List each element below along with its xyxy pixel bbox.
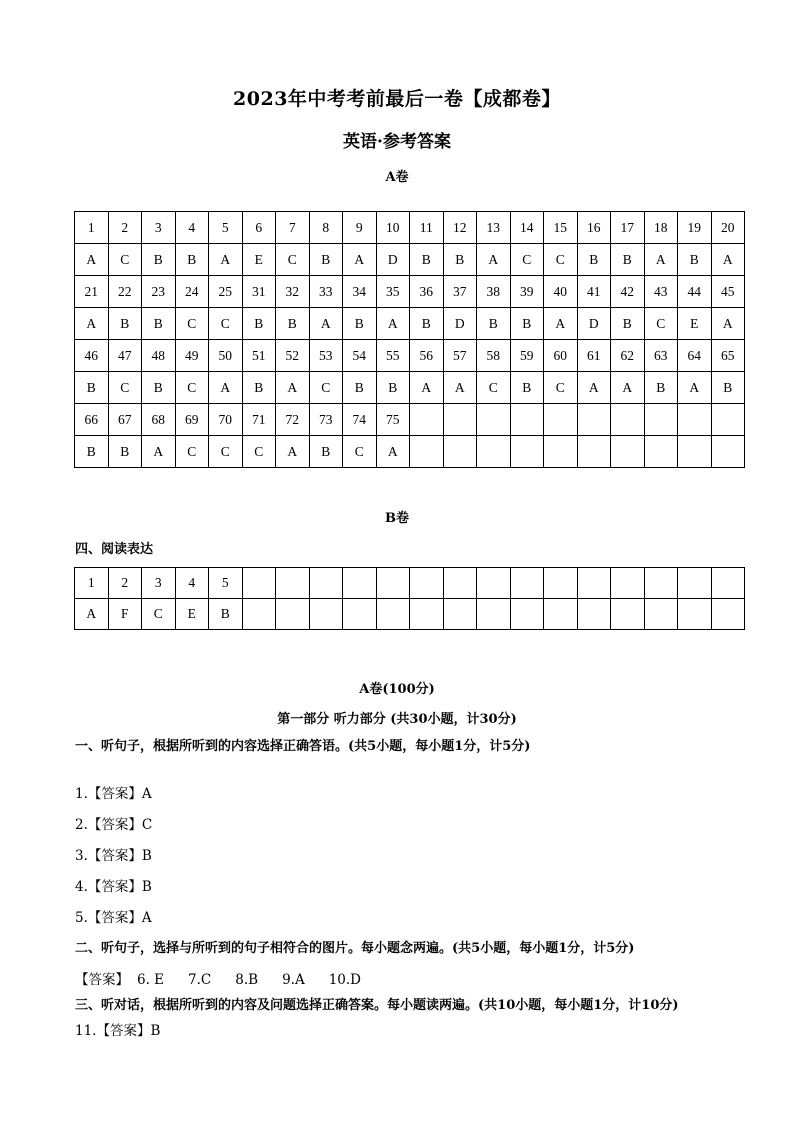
table-cell: 49: [175, 340, 209, 372]
table-cell: [477, 568, 511, 599]
detail-a-title: A卷(100分): [359, 682, 435, 697]
table-cell: C: [108, 372, 142, 404]
table-cell: 35: [376, 276, 410, 308]
table-cell: 75: [376, 404, 410, 436]
table-cell: C: [242, 436, 276, 468]
table-cell: 6: [242, 212, 276, 244]
table-cell: B: [376, 372, 410, 404]
table-cell: 44: [678, 276, 712, 308]
question1-heading: 一、听句子，根据所听到的内容选择正确答语。(共5小题，每小题1分，计5分): [75, 739, 531, 754]
table-cell: 4: [175, 212, 209, 244]
table-cell: E: [678, 308, 712, 340]
table-cell: B: [443, 244, 477, 276]
answer-tag: 【答案】: [75, 972, 129, 988]
section-b-heading: 四、阅读表达: [75, 542, 154, 557]
table-cell: A: [544, 308, 578, 340]
table-cell: E: [175, 599, 209, 630]
table-cell: C: [510, 244, 544, 276]
q2-answer-7: 7.C: [188, 972, 212, 988]
table-cell: B: [410, 308, 444, 340]
table-cell: A: [376, 436, 410, 468]
table-cell: [544, 404, 578, 436]
table-row: [75, 212, 745, 244]
table-cell: 1: [75, 212, 109, 244]
answer-table-a: [74, 211, 745, 468]
table-cell: [644, 404, 678, 436]
table-cell: [443, 568, 477, 599]
table-cell: [376, 568, 410, 599]
table-cell: B: [309, 244, 343, 276]
table-cell: A: [577, 372, 611, 404]
table-cell: [711, 436, 745, 468]
table-cell: 22: [108, 276, 142, 308]
table-cell: 9: [343, 212, 377, 244]
table-cell: C: [175, 372, 209, 404]
table-cell: C: [544, 244, 578, 276]
table-cell: A: [644, 244, 678, 276]
answer-table-b: [74, 567, 745, 630]
answer-line-11: [75, 1019, 160, 1039]
table-cell: A: [75, 308, 109, 340]
table-cell: [510, 436, 544, 468]
table-cell: B: [343, 308, 377, 340]
table-cell: 68: [142, 404, 176, 436]
table-cell: 16: [577, 212, 611, 244]
table-cell: 48: [142, 340, 176, 372]
table-cell: 69: [175, 404, 209, 436]
table-cell: [376, 599, 410, 630]
table-cell: [410, 568, 444, 599]
q2-answer-8: 8.B: [235, 972, 259, 988]
table-cell: 54: [343, 340, 377, 372]
table-cell: 12: [443, 212, 477, 244]
table-cell: [510, 404, 544, 436]
table-cell: 33: [309, 276, 343, 308]
table-cell: B: [175, 244, 209, 276]
q2-answer-6: 6. E: [137, 972, 165, 988]
table-cell: [477, 404, 511, 436]
table-cell: B: [142, 244, 176, 276]
table-cell: C: [309, 372, 343, 404]
table-cell: A: [276, 436, 310, 468]
table-cell: 7: [276, 212, 310, 244]
table-cell: 3: [142, 568, 176, 599]
answer-tag: 【答案】: [87, 910, 142, 926]
table-cell: C: [544, 372, 578, 404]
table-cell: B: [711, 372, 745, 404]
table-cell: [644, 599, 678, 630]
table-cell: 58: [477, 340, 511, 372]
table-cell: 57: [443, 340, 477, 372]
table-cell: [309, 568, 343, 599]
answer-value: B: [141, 848, 152, 864]
table-row: [75, 404, 745, 436]
table-cell: 72: [276, 404, 310, 436]
table-cell: [611, 568, 645, 599]
table-row: [75, 276, 745, 308]
table-cell: C: [175, 436, 209, 468]
table-cell: [678, 599, 712, 630]
table-cell: 40: [544, 276, 578, 308]
answer-line: [75, 844, 152, 864]
table-cell: B: [343, 372, 377, 404]
table-cell: [644, 568, 678, 599]
part1-title: 第一部分 听力部分 (共30小题，计30分): [277, 712, 517, 727]
table-cell: [544, 599, 578, 630]
table-cell: B: [644, 372, 678, 404]
table-cell: 55: [376, 340, 410, 372]
table-cell: B: [276, 308, 310, 340]
section-b-label: B卷: [385, 511, 409, 526]
question3-heading: 三、听对话，根据所听到的内容及问题选择正确答案。每小题读两遍。(共10小题，每小题1分，计10分): [75, 998, 679, 1013]
table-cell: A: [410, 372, 444, 404]
table-cell: 15: [544, 212, 578, 244]
table-cell: 71: [242, 404, 276, 436]
table-cell: [577, 599, 611, 630]
table-cell: 23: [142, 276, 176, 308]
table-cell: A: [276, 372, 310, 404]
table-cell: [611, 599, 645, 630]
table-cell: A: [75, 244, 109, 276]
table-cell: 32: [276, 276, 310, 308]
table-cell: [510, 599, 544, 630]
table-row: [75, 436, 745, 468]
answer-number: 5.: [75, 910, 88, 926]
table-cell: [443, 404, 477, 436]
table-cell: 10: [376, 212, 410, 244]
answer-line: [75, 906, 152, 926]
table-cell: 42: [611, 276, 645, 308]
table-cell: 47: [108, 340, 142, 372]
table-cell: 38: [477, 276, 511, 308]
table-cell: 39: [510, 276, 544, 308]
answer-number: 1.: [75, 786, 88, 802]
table-cell: 74: [343, 404, 377, 436]
answer-number: 4.: [75, 879, 88, 895]
table-cell: 37: [443, 276, 477, 308]
table-cell: C: [343, 436, 377, 468]
table-cell: B: [510, 372, 544, 404]
answer-value: B: [150, 1023, 161, 1039]
page-subtitle: 英语·参考答案: [343, 132, 451, 152]
table-cell: [611, 404, 645, 436]
table-cell: 52: [276, 340, 310, 372]
table-cell: [611, 436, 645, 468]
table-cell: 43: [644, 276, 678, 308]
answer-value: A: [141, 910, 152, 926]
table-cell: [343, 568, 377, 599]
table-cell: 31: [242, 276, 276, 308]
table-cell: 25: [209, 276, 243, 308]
table-cell: [711, 404, 745, 436]
table-cell: B: [209, 599, 243, 630]
table-cell: [577, 436, 611, 468]
answer-tag: 【答案】: [87, 817, 142, 833]
table-cell: B: [142, 372, 176, 404]
table-cell: C: [644, 308, 678, 340]
table-cell: A: [209, 244, 243, 276]
table-cell: B: [477, 308, 511, 340]
table-cell: B: [108, 308, 142, 340]
table-cell: 67: [108, 404, 142, 436]
table-cell: 4: [175, 568, 209, 599]
table-cell: [443, 599, 477, 630]
table-cell: A: [376, 308, 410, 340]
table-cell: 61: [577, 340, 611, 372]
table-cell: 14: [510, 212, 544, 244]
table-cell: C: [175, 308, 209, 340]
table-cell: [276, 568, 310, 599]
table-row: [75, 599, 745, 630]
table-cell: D: [443, 308, 477, 340]
table-cell: 8: [309, 212, 343, 244]
table-row: [75, 340, 745, 372]
table-cell: C: [209, 436, 243, 468]
answer-tag: 【答案】: [87, 879, 142, 895]
table-cell: [410, 404, 444, 436]
table-cell: A: [477, 244, 511, 276]
table-cell: [711, 568, 745, 599]
table-cell: B: [108, 436, 142, 468]
answer-number: 11.: [75, 1023, 97, 1039]
table-cell: [343, 599, 377, 630]
table-cell: [678, 404, 712, 436]
table-cell: A: [678, 372, 712, 404]
table-cell: 11: [410, 212, 444, 244]
table-cell: [242, 599, 276, 630]
table-cell: 2: [108, 568, 142, 599]
table-cell: [443, 436, 477, 468]
table-cell: 34: [343, 276, 377, 308]
answer-line: [75, 813, 152, 833]
table-cell: [678, 436, 712, 468]
table-cell: D: [577, 308, 611, 340]
table-cell: B: [410, 244, 444, 276]
table-cell: 62: [611, 340, 645, 372]
table-row: [75, 244, 745, 276]
table-cell: D: [376, 244, 410, 276]
table-cell: 3: [142, 212, 176, 244]
table-cell: [242, 568, 276, 599]
table-cell: 63: [644, 340, 678, 372]
table-cell: 56: [410, 340, 444, 372]
table-cell: 18: [644, 212, 678, 244]
table-cell: A: [75, 599, 109, 630]
table-cell: B: [75, 436, 109, 468]
answer-value: A: [141, 786, 152, 802]
table-cell: E: [242, 244, 276, 276]
table-cell: 20: [711, 212, 745, 244]
table-cell: [477, 599, 511, 630]
table-cell: C: [276, 244, 310, 276]
table-row: [75, 568, 745, 599]
q2-answer-10: 10.D: [328, 972, 361, 988]
table-cell: B: [142, 308, 176, 340]
table-cell: 65: [711, 340, 745, 372]
table-cell: [309, 599, 343, 630]
table-cell: 45: [711, 276, 745, 308]
table-cell: 24: [175, 276, 209, 308]
table-cell: 66: [75, 404, 109, 436]
table-cell: 73: [309, 404, 343, 436]
table-cell: [577, 404, 611, 436]
table-cell: B: [577, 244, 611, 276]
table-cell: [711, 599, 745, 630]
table-cell: 59: [510, 340, 544, 372]
answer-tag: 【答案】: [96, 1023, 151, 1039]
table-cell: 17: [611, 212, 645, 244]
table-cell: C: [108, 244, 142, 276]
table-cell: B: [242, 372, 276, 404]
table-cell: [510, 568, 544, 599]
table-cell: 19: [678, 212, 712, 244]
table-cell: B: [510, 308, 544, 340]
table-cell: 60: [544, 340, 578, 372]
table-cell: 51: [242, 340, 276, 372]
section-a-label: A卷: [385, 170, 409, 185]
table-cell: B: [75, 372, 109, 404]
table-cell: B: [242, 308, 276, 340]
table-cell: [678, 568, 712, 599]
table-cell: [544, 436, 578, 468]
table-cell: 70: [209, 404, 243, 436]
answer-tag: 【答案】: [87, 786, 142, 802]
table-cell: A: [209, 372, 243, 404]
table-cell: C: [209, 308, 243, 340]
answer-number: 2.: [75, 817, 88, 833]
answer-line: [75, 875, 152, 895]
table-cell: [544, 568, 578, 599]
table-cell: 1: [75, 568, 109, 599]
table-cell: 13: [477, 212, 511, 244]
answer-tag: 【答案】: [87, 848, 142, 864]
table-cell: 50: [209, 340, 243, 372]
table-cell: [577, 568, 611, 599]
table-cell: 36: [410, 276, 444, 308]
table-cell: [644, 436, 678, 468]
table-cell: A: [611, 372, 645, 404]
table-row: [75, 308, 745, 340]
table-cell: A: [711, 308, 745, 340]
table-cell: B: [309, 436, 343, 468]
answer-line: [75, 782, 152, 802]
table-cell: B: [611, 308, 645, 340]
table-cell: 46: [75, 340, 109, 372]
table-row: [75, 372, 745, 404]
table-cell: C: [142, 599, 176, 630]
table-cell: B: [611, 244, 645, 276]
question2-heading: 二、听句子，选择与所听到的句子相符合的图片。每小题念两遍。(共5小题，每小题1分，计5分): [75, 941, 635, 956]
table-cell: A: [142, 436, 176, 468]
answer-value: B: [141, 879, 152, 895]
table-cell: 5: [209, 212, 243, 244]
table-cell: [276, 599, 310, 630]
table-cell: 41: [577, 276, 611, 308]
table-cell: A: [711, 244, 745, 276]
table-cell: A: [343, 244, 377, 276]
table-cell: [477, 436, 511, 468]
q2-answer-9: 9.A: [282, 972, 305, 988]
table-cell: 5: [209, 568, 243, 599]
table-cell: A: [443, 372, 477, 404]
table-cell: 53: [309, 340, 343, 372]
table-cell: C: [477, 372, 511, 404]
answer-number: 3.: [75, 848, 88, 864]
table-cell: [410, 436, 444, 468]
table-cell: 2: [108, 212, 142, 244]
page-title: 2023年中考考前最后一卷【成都卷】: [233, 88, 561, 110]
table-cell: 64: [678, 340, 712, 372]
answer-value: C: [141, 817, 153, 833]
table-cell: F: [108, 599, 142, 630]
table-cell: B: [678, 244, 712, 276]
table-cell: 21: [75, 276, 109, 308]
table-cell: [410, 599, 444, 630]
table-cell: A: [309, 308, 343, 340]
question2-answers: [75, 968, 361, 988]
